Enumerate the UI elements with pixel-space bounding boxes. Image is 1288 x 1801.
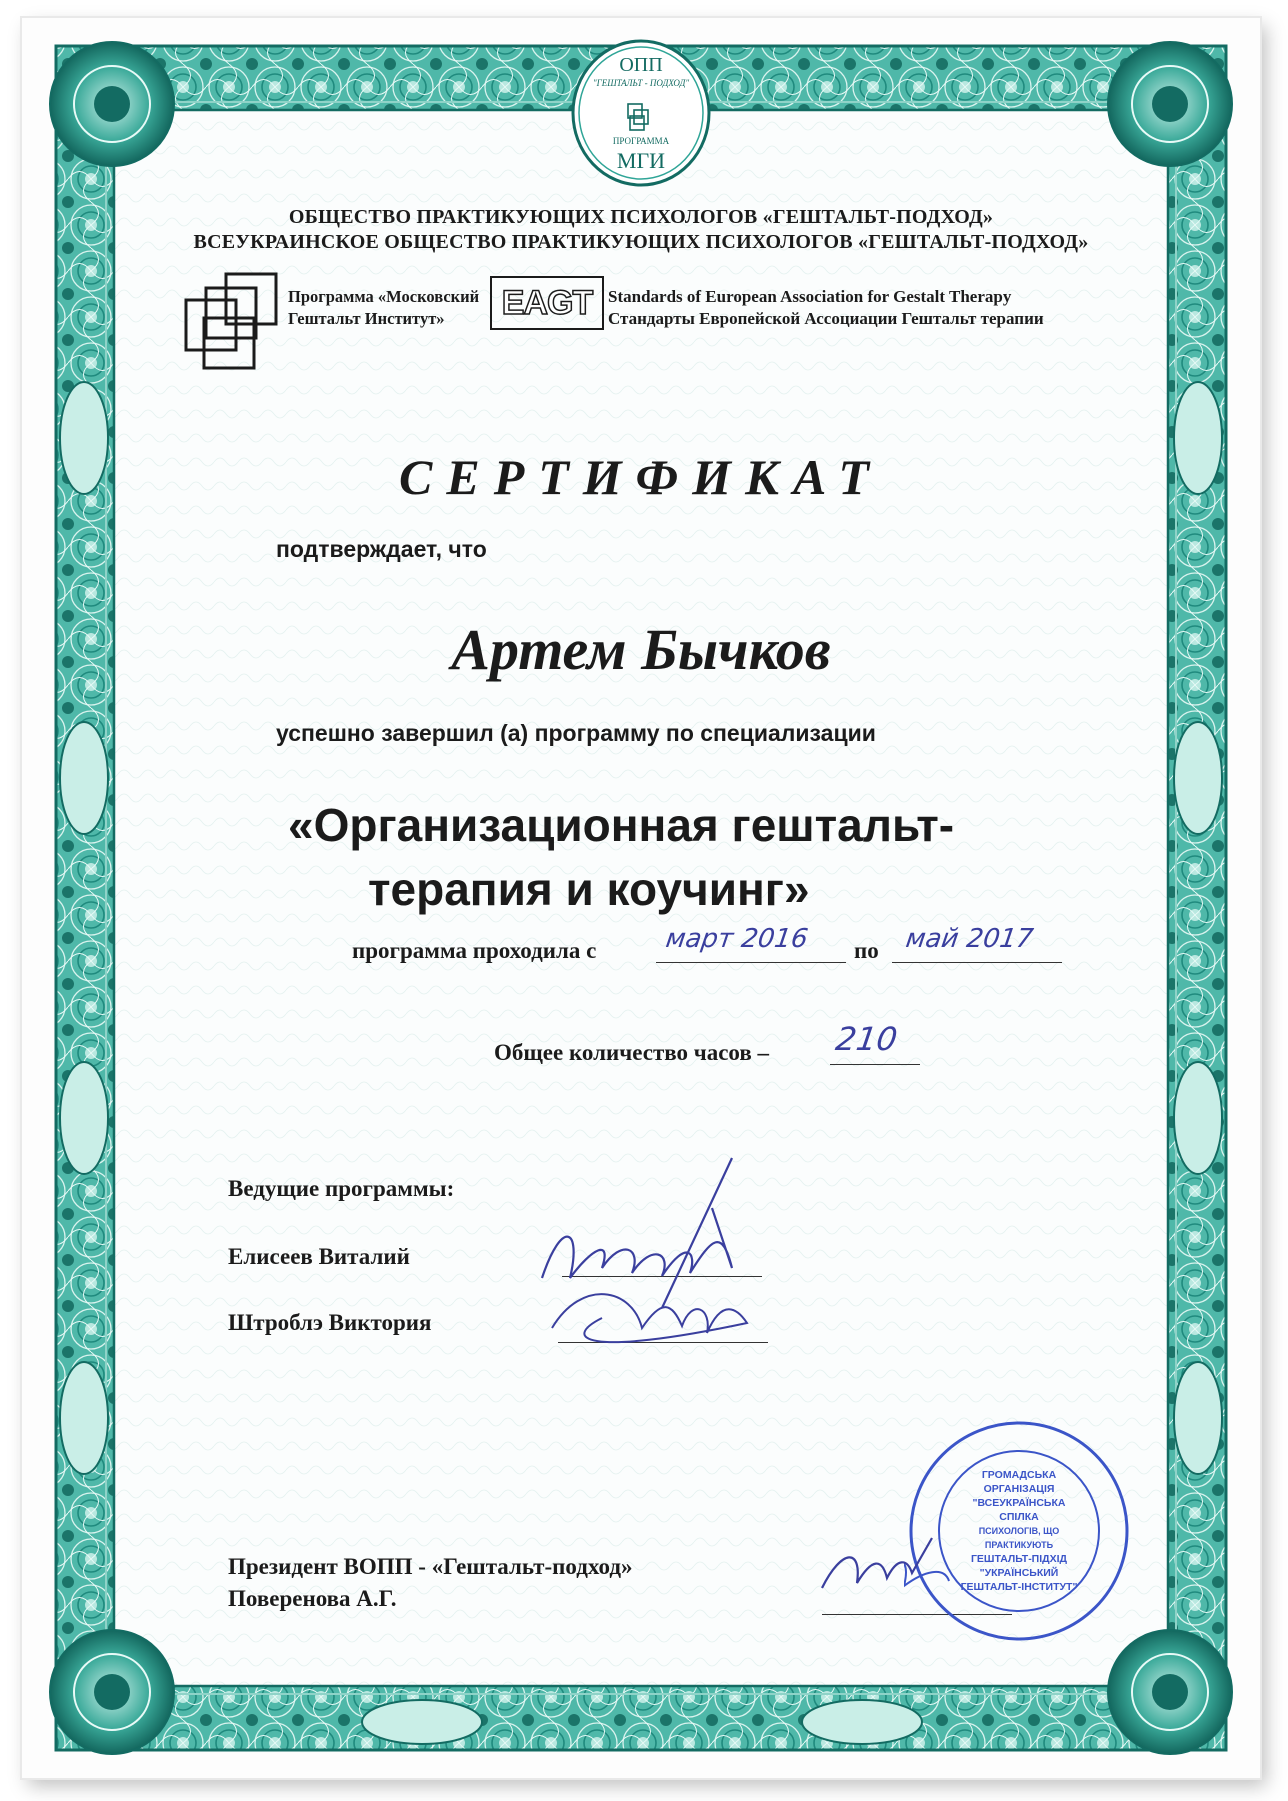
mgi-program-line-1: Программа «Московский (288, 287, 480, 306)
program-title-line-1: «Организационная гештальт- (288, 799, 955, 851)
stamp-line-7: ГЕШТАЛЬТ-ІНСТИТУТ" (960, 1581, 1078, 1593)
stamp-line-2: ОРГАНІЗАЦІЯ (983, 1483, 1055, 1495)
stamp-line-6: "УКРАЇНСЬКИЙ (979, 1567, 1059, 1579)
president-name: Поверенова А.Г. (228, 1586, 397, 1611)
stamp-inner-text (954, 1468, 1084, 1594)
mgi-program-line-2: Гештальт Институт» (288, 309, 445, 328)
mgi-logo-icon (182, 270, 282, 374)
leader-2-name: Штроблэ Виктория (228, 1310, 432, 1335)
stamp-line-3: "ВСЕУКРАЇНСЬКА СПІЛКА (972, 1497, 1066, 1523)
leaders-signatures (522, 1138, 822, 1378)
confirms-text: подтверждает, что (276, 536, 487, 562)
period-from-value: март 2016 (663, 924, 810, 954)
org-name-line-1: ОБЩЕСТВО ПРАКТИКУЮЩИХ ПСИХОЛОГОВ «ГЕШТАЛЬТ-ПОДХОД» (288, 206, 994, 228)
completed-text: успешно завершил (а) программу по специализации (276, 720, 876, 746)
hours-field (830, 1020, 920, 1065)
eagt-standards-en: Standards of European Association for Gestalt Therapy (608, 287, 1012, 306)
period-to-field (892, 924, 1062, 963)
stamp-line-4: ПСИХОЛОГІВ, ЩО ПРАКТИКУЮТЬ (978, 1526, 1060, 1550)
recipient-name: Артем Бычков (451, 617, 831, 682)
emblem-program-label: ПРОГРАММА (612, 136, 670, 146)
emblem-bottom-text: МГИ (616, 148, 666, 173)
hours-value: 210 (833, 1020, 900, 1058)
leaders-heading: Ведущие программы: (228, 1176, 455, 1201)
certificate-title: СЕРТИФИКАТ (399, 449, 883, 505)
emblem-top-text: ОПП (619, 54, 663, 76)
period-to-label: по (854, 938, 879, 963)
stamp-line-1: ГРОМАДСЬКА (981, 1469, 1057, 1481)
eagt-standards-ru: Стандарты Европейской Ассоциации Гештальт терапии (608, 309, 1044, 328)
stamp-line-5: ГЕШТАЛЬТ-ПІДХІД (970, 1553, 1068, 1565)
org-name-line-2: ВСЕУКРАИНСКОЕ ОБЩЕСТВО ПРАКТИКУЮЩИХ ПСИХОЛОГОВ «ГЕШТАЛЬТ-ПОДХОД» (193, 231, 1089, 253)
eagt-logo (490, 276, 604, 330)
period-from-field (656, 924, 846, 963)
eagt-mark: EAGT (501, 283, 593, 322)
period-to-value: май 2017 (903, 924, 1035, 954)
emblem-subtitle: "ГЕШТАЛЬТ - ПОДХОД" (592, 78, 690, 88)
president-title: Президент ВОПП - «Гештальт-подход» (228, 1554, 633, 1579)
leader-1-name: Елисеев Виталий (228, 1244, 410, 1269)
president-signature (812, 1518, 942, 1608)
certificate-sheet (22, 18, 1260, 1778)
program-title-line-2: терапия и коучинг» (368, 863, 810, 915)
period-label: программа проходила с (352, 938, 597, 963)
hours-label: Общее количество часов – (494, 1040, 770, 1065)
